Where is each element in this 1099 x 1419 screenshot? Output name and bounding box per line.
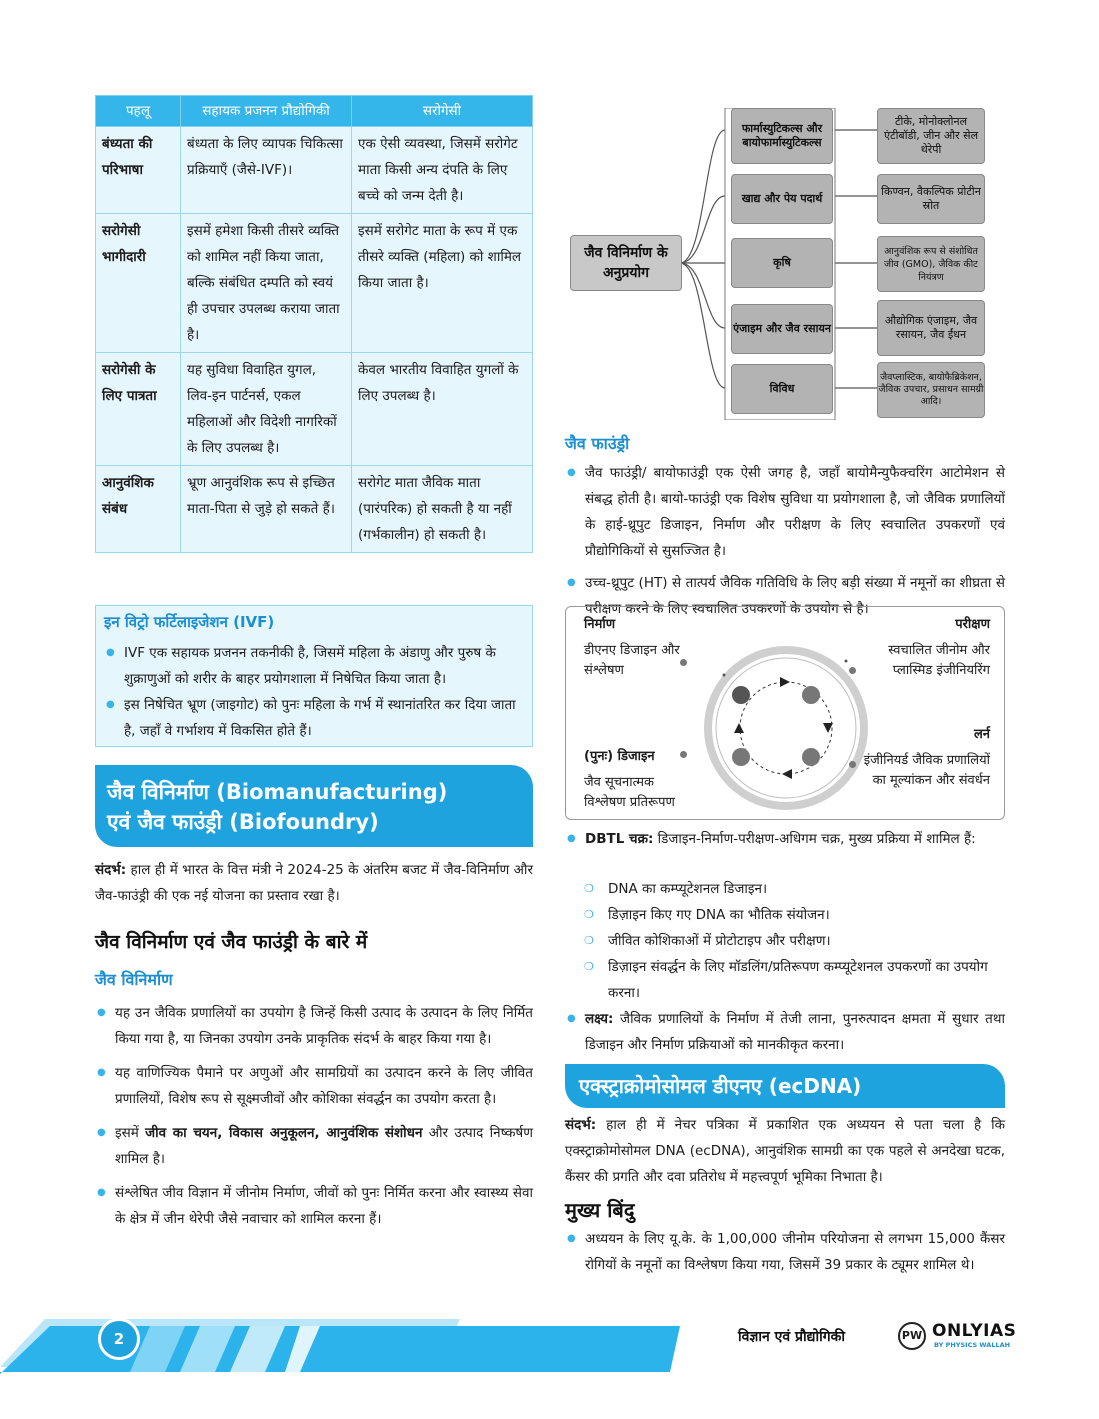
mindmap-example: जैवप्लास्टिक, बायोफैब्रिकेशन, जैविक उपचार, प्रसाधन सामग्री आदि। [877,362,985,418]
biomfg-heading: जैव विनिर्माण [95,970,173,989]
dbtl-build-text: डीएनए डिजाइन और संश्लेषण [584,643,680,678]
biomanufacturing-banner [95,765,533,847]
mindmap-category: खाद्य और पेय पदार्थ [731,174,833,224]
dbtl-sublist [572,876,1005,1006]
dbtl-label: DBTL चक्र: [585,831,654,847]
dbtl-dot [680,659,687,666]
row-art: बंध्यता के लिए व्यापक चिकित्सा प्रक्रियाएँ (जैसे-IVF)। [181,127,352,214]
mindmap-category: कृषि [731,238,833,288]
row-aspect: सरोगेसी भागीदारी [96,214,181,353]
pw-logo-icon: PW [898,1322,926,1350]
list-item: ● अध्ययन के लिए यू.के. के 1,00,000 जीनोम परियोजना से लगभग 15,000 कैंसर रोगियों के नमूनों का विश्लेषण किया गया, जिसमें 39 प्रकार के ट्यूमर शामिल थे। [561,1226,1005,1278]
row-surrogacy: एक ऐसी व्यवस्था, जिसमें सरोगेट माता किसी अन्य दंपति के लिए बच्चे को जन्म देती है। [352,127,533,214]
dbtl-dot [849,761,856,768]
comparison-table [95,95,533,553]
row-art: भ्रूण आनुवंशिक रूप से इच्छित माता-पिता से जुड़े हो सकते हैं। [181,466,352,553]
context-label: संदर्भ: [95,862,127,878]
context-label: संदर्भ: [565,1117,597,1133]
row-art: यह सुविधा विवाहित युगल, लिव-इन पार्टनर्स, एकल महिलाओं और विदेशी नागरिकों के लिए उपलब्ध है। [181,353,352,466]
list-item: ● यह उन जैविक प्रणालियों का उपयोग है जिन्हें किसी उत्पाद के उत्पादन के लिए निर्मित किया गया है, या जिनका उपयोग उनके प्राकृतिक संदर्भ के बाहर किया गया है। [91,1000,533,1052]
page-number-badge [98,1318,140,1360]
context-text: हाल ही में भारत के वित्त मंत्री ने 2024-25 के अंतरिम बजट में जैव-विनिर्माण और जैव-फाउंड्री की एक नई योजना का प्रस्ताव रखा है। [95,862,533,904]
brand-sub: BY PHYSICS WALLAH [934,1341,1011,1349]
context-text: हाल ही में नेचर पत्रिका में प्रकाशित एक अध्ययन से पता चला है कि एक्स्ट्राक्रोमोसोमल DNA (ecDNA), आनुवंशिक सामग्री का एक पहले से अनदेखा घटक, कैंसर की प्रगति और दवा प्रतिरोध में महत्त्वपूर्ण भूमिका निभाता है। [565,1117,1005,1185]
brand-name: ONLYIAS [932,1321,1017,1341]
list-item: ● संश्लेषित जीव विज्ञान में जीनोम निर्माण, जीवों को पुनः निर्मित करना और स्वास्थ्य सेवा के क्षेत्र में जीन थेरेपी जैसे नवाचार को शामिल करना हैं। [91,1180,533,1232]
biomfg-list [91,1000,533,1232]
ivf-list [100,640,526,744]
sub-item: ❍ जीवित कोशिकाओं में प्रोटोटाइप और परीक्षण। [572,928,1005,954]
row-aspect: आनुवंशिक संबंध [96,466,181,553]
dbtl-design-text: जैव सूचनात्मक विश्लेषण प्रतिरूपण [584,775,675,810]
table-header: सरोगेसी [352,96,533,127]
goal-list [561,1006,1005,1058]
dbtl-dot [849,667,856,674]
ivf-title: इन विट्रो फर्टिलाइजेशन (IVF) [104,613,275,631]
dbtl-diagram [565,606,1005,820]
sub-item: ❍ डिज़ाइन किए गए DNA का भौतिक संयोजन। [572,902,1005,928]
dbtl-design-title: (पुनः) डिजाइन [584,749,655,764]
dbtl-learn-title: लर्न [973,727,990,742]
banner-line: जैव विनिर्माण (Biomanufacturing) [107,780,448,804]
bold-text: जीव का चयन, विकास अनुकूलन, आनुवंशिक संशोधन [145,1125,423,1141]
mindmap-example: आनुवंशिक रूप से संशोधित जीव (GMO), जैविक कीट नियंत्रण [877,236,985,292]
banner-line: एवं जैव फाउंड्री (Biofoundry) [107,810,379,834]
ivf-box [95,605,533,747]
text-pre: इसमें [115,1125,146,1141]
biofoundry-list [561,460,1005,622]
row-art: इसमें हमेशा किसी तीसरे व्यक्ति को शामिल नहीं किया जाता, बल्कि संबंधित दम्पति को स्वयं ही उपचार उपलब्ध कराया जाता है। [181,214,352,353]
dbtl-test-title: परीक्षण [955,617,990,632]
key-points-list [561,1226,1005,1278]
list-item: ● यह वाणिज्यिक पैमाने पर अणुओं और सामग्रियों का उत्पादन करने के लिए जीवित प्रणालियों, विशेष रूप से सूक्ष्मजीवों और कोशिका संवर्द्धन का उपयोग करता है। [91,1060,533,1112]
dbtl-learn-text: इंजीनियर्ड जैविक प्रणालियों का मूल्यांकन और संवर्धन [863,753,990,788]
dbtl-dot [680,751,687,758]
table-header: पहलू [96,96,181,127]
mindmap-example: किण्वन, वैकल्पिक प्रोटीन स्रोत [877,174,985,224]
row-aspect: बंध्यता की परिभाषा [96,127,181,214]
text-post: और उत्पाद निष्कर्षण शामिल है। [115,1125,533,1167]
table-row [96,353,533,466]
row-surrogacy: इसमें सरोगेट माता के रूप में एक तीसरे व्यक्ति (महिला) को शामिल किया जाता है। [352,214,533,353]
list-item: ● इस निषेचित भ्रूण (जाइगोट) को पुनः महिला के गर्भ में स्थानांतरित कर दिया जाता है, जहाँ वे गर्भाशय में विकसित होते हैं। [100,692,526,744]
dbtl-test-text: स्वचालित जीनोम और प्लास्मिड इंजीनियरिंग [888,643,990,678]
table-row [96,214,533,353]
goal-label: लक्ष्य: [585,1011,614,1027]
list-item [561,826,1005,852]
row-aspect: सरोगेसी के लिए पात्रता [96,353,181,466]
mindmap-root: जैव विनिर्माण के अनुप्रयोग [570,235,682,291]
ecdna-context [565,1112,1005,1190]
mindmap-example: टीके, मोनोक्लोनल एंटीबॉडी, जीन और सेल थेरेपी [877,108,985,164]
dbtl-list [561,826,1005,852]
mindmap-category: एंजाइम और जैव रसायन [731,304,833,354]
mindmap-example: औद्योगिक एंजाइम, जैव रसायन, जैव ईंधन [877,300,985,356]
list-item [91,1120,533,1172]
sub-item: ❍ DNA का कम्प्यूटेशनल डिजाइन। [572,876,1005,902]
key-points-heading: मुख्य बिंदु [565,1198,635,1222]
list-item: ● उच्च-थ्रूपुट (HT) से तात्पर्य जैविक गतिविधि के लिए बड़ी संख्या में नमूनों का शीघ्रता से परीक्षण करने के लिए स्वचालित उपकरणों के उपयोग से है। [561,570,1005,622]
table-header: सहायक प्रजनन प्रौद्योगिकी [181,96,352,127]
about-heading: जैव विनिर्माण एवं जैव फाउंड्री के बारे में [95,931,368,953]
row-surrogacy: सरोगेट माता जैविक माता (पारंपरिक) हो सकती है या नहीं (गर्भकालीन) हो सकती है। [352,466,533,553]
mindmap-category: विविध [731,364,833,414]
list-item [561,1006,1005,1058]
goal-text: जैविक प्रणालियों के निर्माण में तेजी लाना, पुनरुत्पादन क्षमता में सुधार तथा डिजाइन और निर्माण प्रक्रियाओं को मानकीकृत करना। [585,1011,1005,1053]
page-number: 2 [113,1330,125,1348]
mindmap-category: फार्मास्युटिकल्स और बायोफार्मास्युटिकल्स [731,108,833,164]
list-item: ● IVF एक सहायक प्रजनन तकनीकी है, जिसमें महिला के अंडाणु और पुरुष के शुक्राणुओं को शरीर के बाहर प्रयोगशाला में निषेचित किया जाता है। [100,640,526,692]
list-item: ● जैव फाउंड्री/ बायोफाउंड्री एक ऐसी जगह है, जहाँ बायोमैन्युफैक्चरिंग आटोमेशन से संबद्ध होती है। बायो-फाउंड्री एक विशेष सुविधा या प्रयोगशाला है, जो जैविक प्रणालियों के हाई-थ्रूपुट डिजाइन, निर्माण और परीक्षण के लिए स्वचालित उपकरणों एवं प्रौद्योगिकियों से सुसज्जित है। [561,460,1005,564]
row-surrogacy: केवल भारतीय विवाहित युगलों के लिए उपलब्ध है। [352,353,533,466]
table-row [96,127,533,214]
table-row [96,466,533,553]
subject-label: विज्ञान एवं प्रौद्योगिकी [738,1329,845,1345]
biofoundry-heading: जैव फाउंड्री [565,434,630,453]
bio-context [95,857,533,909]
sub-item: ❍ डिज़ाइन संवर्द्धन के लिए मॉडलिंग/प्रतिरूपण कम्प्यूटेशनल उपकरणों का उपयोग करना। [572,954,1005,1006]
ecdna-banner: एक्स्ट्राक्रोमोसोमल डीएनए (ecDNA) [565,1064,1005,1108]
dbtl-build-title: निर्माण [584,617,616,632]
dbtl-text: डिजाइन-निर्माण-परीक्षण-अधिगम चक्र, मुख्य प्रक्रिया में शामिल हैं: [657,831,976,847]
